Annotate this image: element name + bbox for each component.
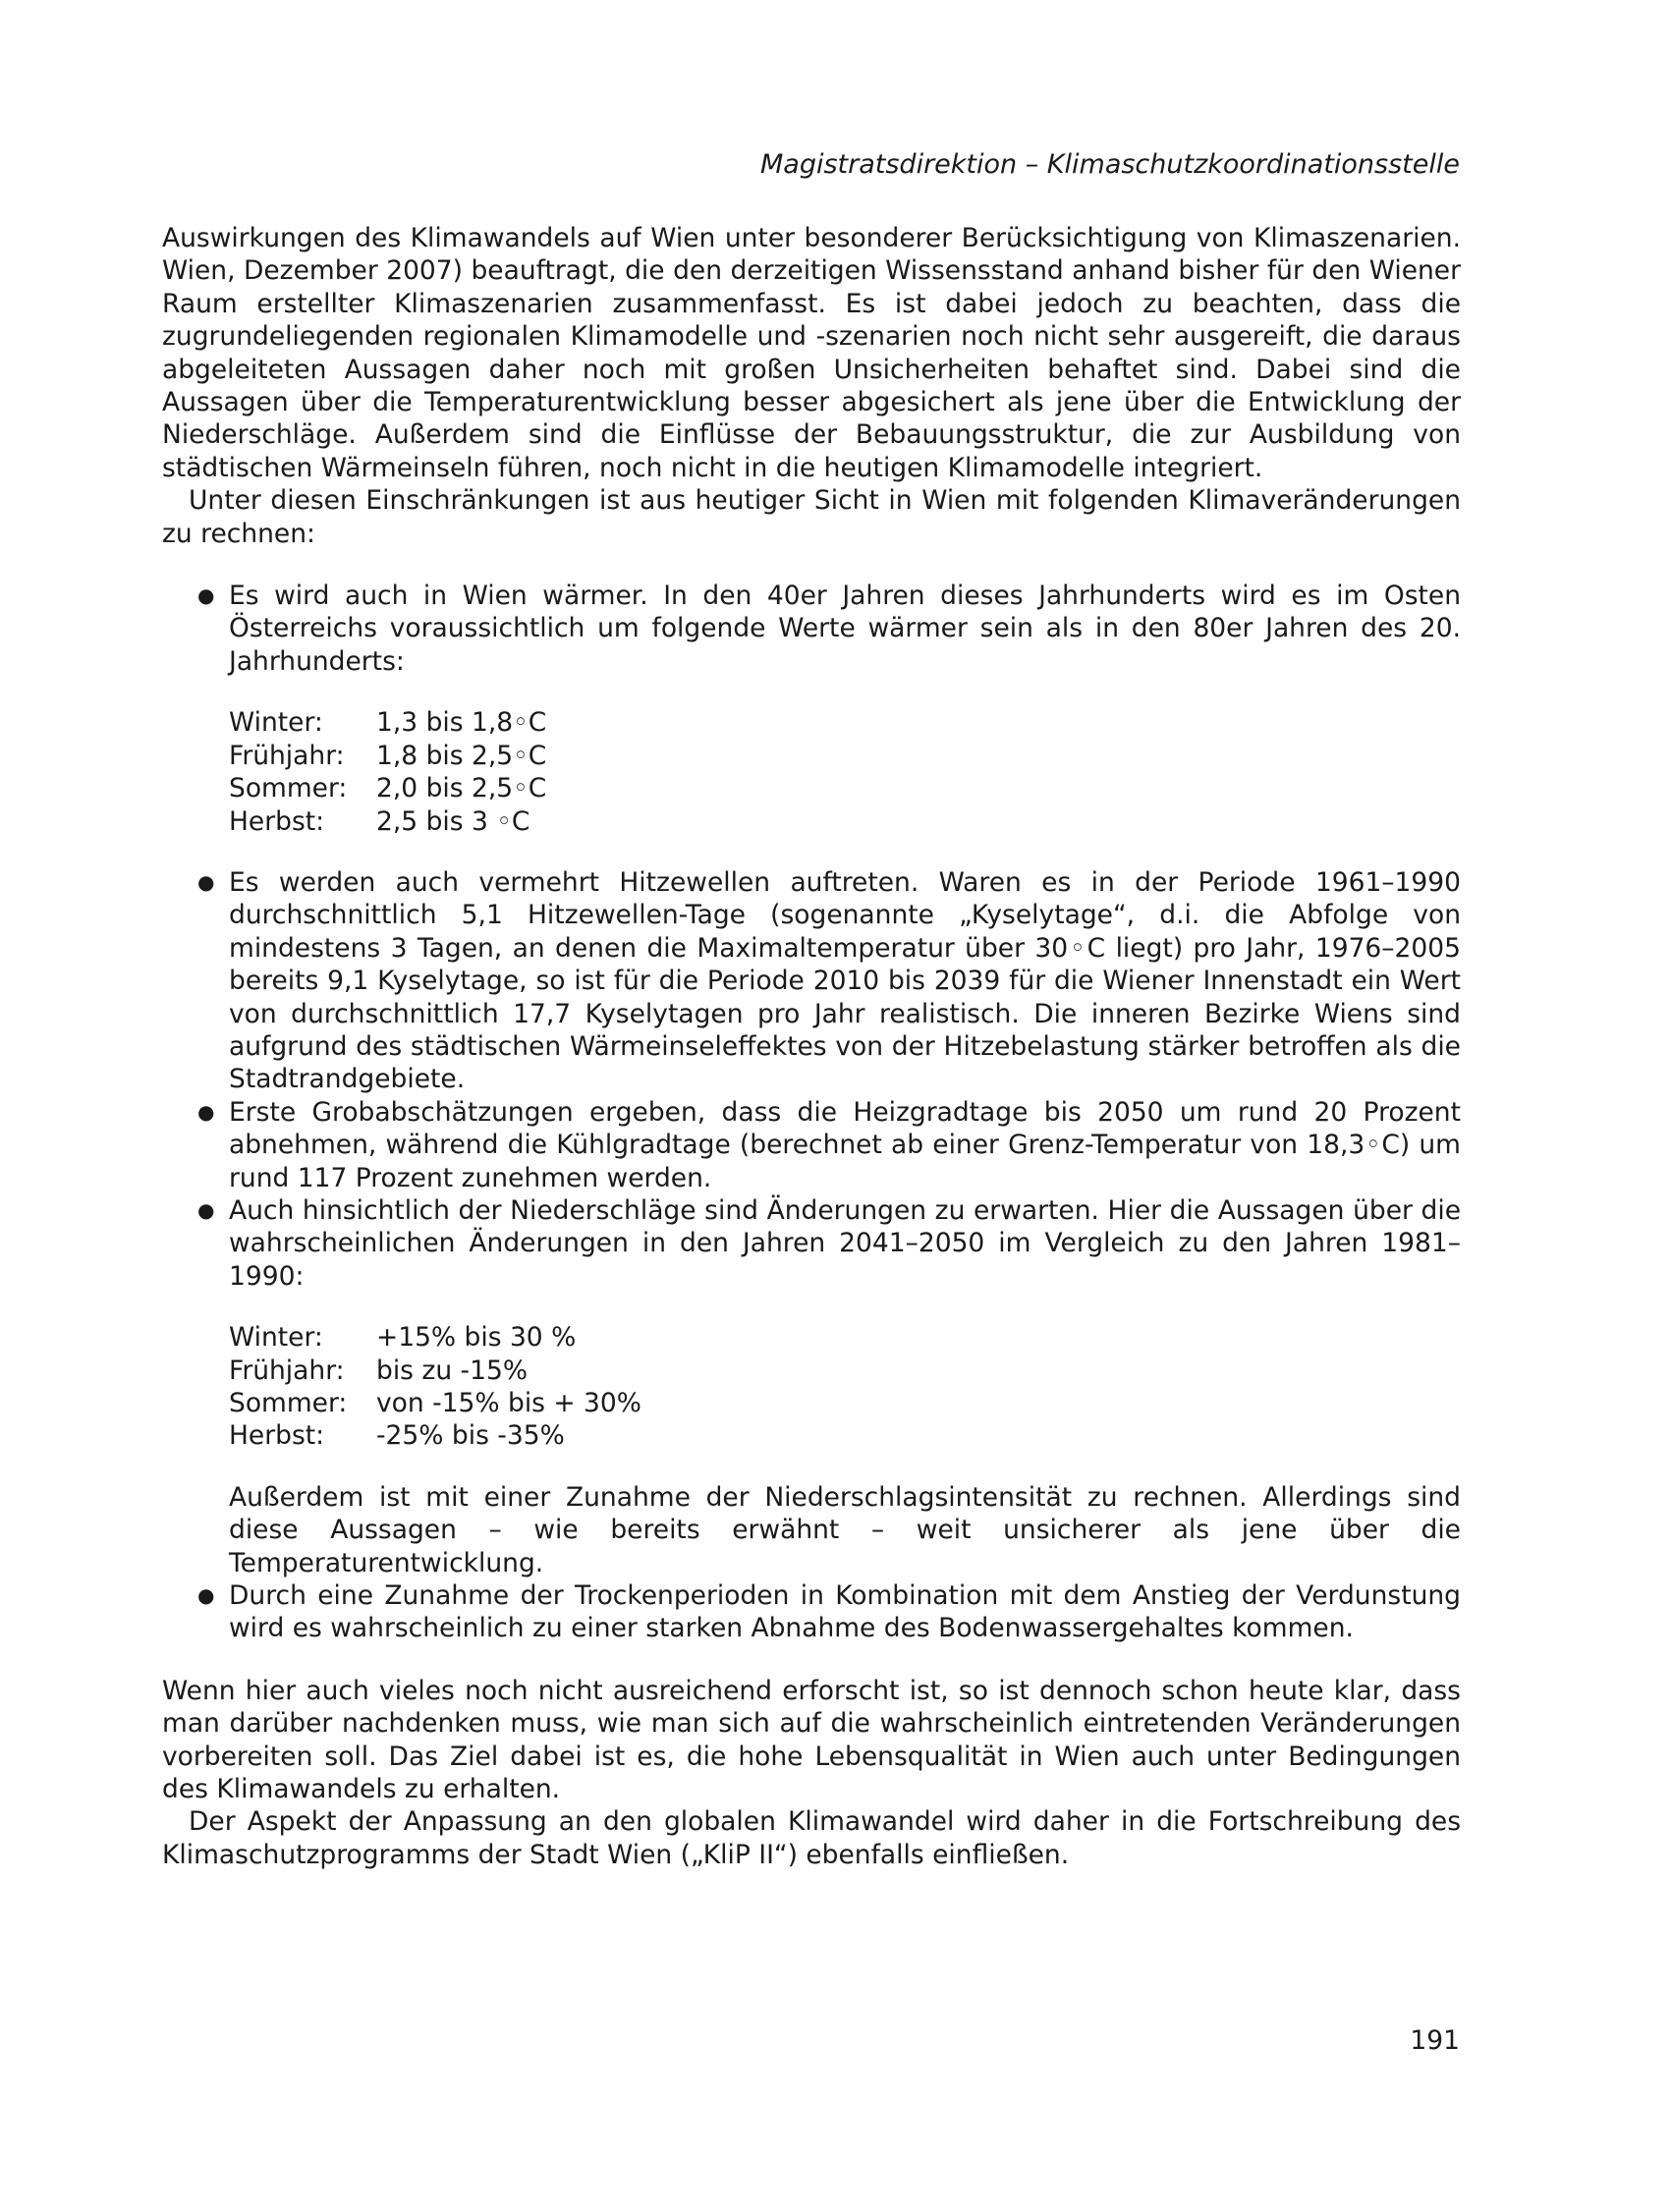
season-label: Herbst: [229,805,325,837]
list-item-heatwaves [162,866,1461,1096]
season-label: Herbst: [229,1420,325,1452]
table-row [229,740,546,772]
bullet-icon: ● [197,1197,215,1222]
list-item-text: Es werden auch vermehrt Hitzewellen auftreten. Waren es in der Periode 1961–1990 durchschnittlich 5,1 Hitzewellen-Tage (sogenannte „Kyselytage“, d.i. die Abfolge von mindestens 3 Tagen, an denen die Maximaltemperatur über 30◦C liegt) pro Jahr, 1976–2005 bereits 9,1 Kyselytage, so ist für die Periode 2010 bis 2039 für die Wiener Innenstadt ein Wert von durchschnittlich 17,7 Kyselytagen pro Jahr realistisch. Die inneren Bezirke Wiens sind aufgrund des städtischen Wärmeinseleffektes von der Hitzebelastung stärker betroffen als die Stadtrandgebiete. [229,866,1461,1095]
temperature-table [229,706,546,838]
season-label: Sommer: [229,1388,348,1418]
precipitation-table [229,1321,641,1453]
running-header: Magistratsdirektion – Klimaschutzkoordinationsstelle [760,149,1460,180]
body-text [162,222,1461,1871]
season-label: Winter: [229,707,323,739]
bullet-icon: ● [197,1099,215,1124]
table-row [229,805,546,838]
season-label: Frühjahr: [229,740,345,771]
intro-paragraph: Unter diesen Einschränkungen ist aus heutiger Sicht in Wien mit folgenden Klimaveränderungen zu rechnen: [162,485,1461,549]
table-row [229,1321,641,1354]
season-label: Frühjahr: [229,1355,345,1386]
list-item-degree-days [162,1096,1461,1194]
list-item-warming [162,580,1461,838]
table-row [229,706,546,739]
climate-change-list [162,580,1461,1645]
list-item-drought [162,1579,1461,1645]
season-value: bis zu -15% [376,1355,529,1386]
list-item-text: Es wird auch in Wien wärmer. In den 40er Jahren dieses Jahrhunderts wird es im Osten Österreichs voraussichtlich um folgende Werte wärmer sein als in den 80er Jahren des 20. Jahrhunderts: [229,581,1461,677]
season-label: Winter: [229,1322,323,1354]
bullet-icon: ● [197,583,215,608]
closing-paragraph: Der Aspekt der Anpassung an den globalen Klimawandel wird daher in die Fortschreibung des Klimaschutzprogramms der Stadt Wien („KliP II“) ebenfalls einfließen. [162,1806,1461,1870]
list-item-text: Durch eine Zunahme der Trockenperioden in Kombination mit dem Anstieg der Verdunstung wird es wahrscheinlich zu einer starken Abnahme des Bodenwassergehaltes kommen. [229,1580,1461,1644]
bullet-icon: ● [197,869,215,894]
table-row [229,1355,641,1387]
intro-paragraph: Auswirkungen des Klimawandels auf Wien unter besonderer Berücksichtigung von Klimaszenarien. Wien, Dezember 2007) beauftragt, die den derzeitigen Wissensstand anhand bisher für den Wiener Raum erstellter Klimaszenarien zusammenfasst. Es ist dabei jedoch zu beachten, dass die zugrundeliegenden regionalen Klimamodelle und -szenarien noch nicht sehr ausgereift, die daraus abgeleiteten Aussagen daher noch mit großen Unsicherheiten behaftet sind. Dabei sind die Aussagen über die Temperaturentwicklung besser abgesichert als jene über die Entwicklung der Niederschläge. Außerdem sind die Einflüsse der Bebauungsstruktur, die zur Ausbildung von städtischen Wärmeinseln führen, noch nicht in die heutigen Klimamodelle integriert. [162,223,1461,483]
season-value: 1,3 bis 1,8◦C [376,707,547,739]
list-item-precipitation [162,1194,1461,1579]
page-number: 191 [1410,2025,1460,2056]
list-item-followup-text: Außerdem ist mit einer Zunahme der Niederschlagsintensität zu rechnen. Allerdings sind diese Aussagen – wie bereits erwähnt – weit unsicherer als jene über die Temperaturentwicklung. [229,1481,1461,1578]
season-value: 1,8 bis 2,5◦C [376,740,547,771]
table-row [229,1419,641,1452]
season-value: von -15% bis + 30% [376,1388,641,1418]
closing-paragraph: Wenn hier auch vieles noch nicht ausreichend erforscht ist, so ist dennoch schon heute klar, dass man darüber nachdenken muss, wie man sich auf die wahrscheinlich eintretenden Veränderungen vorbereiten soll. Das Ziel dabei ist es, die hohe Lebensqualität in Wien auch unter Bedingungen des Klimawandels zu erhalten. [162,1675,1461,1805]
season-value: 2,5 bis 3 ◦C [376,805,530,837]
bullet-icon: ● [197,1583,215,1608]
season-value: -25% bis -35% [376,1420,565,1452]
season-value: 2,0 bis 2,5◦C [376,773,547,804]
list-item-text: Erste Grobabschätzungen ergeben, dass die Heizgradtage bis 2050 um rund 20 Prozent abnehmen, während die Kühlgradtage (berechnet ab einer Grenz-Temperatur von 18,3◦C) um rund 117 Prozent zunehmen werden. [229,1096,1461,1193]
season-label: Sommer: [229,773,348,804]
season-value: +15% bis 30 % [376,1322,577,1354]
list-item-text: Auch hinsichtlich der Niederschläge sind Änderungen zu erwarten. Hier die Aussagen über die wahrscheinlichen Änderungen in den Jahren 2041–2050 im Vergleich zu den Jahren 1981–1990: [229,1194,1461,1292]
table-row [229,1387,641,1419]
table-row [229,772,546,804]
